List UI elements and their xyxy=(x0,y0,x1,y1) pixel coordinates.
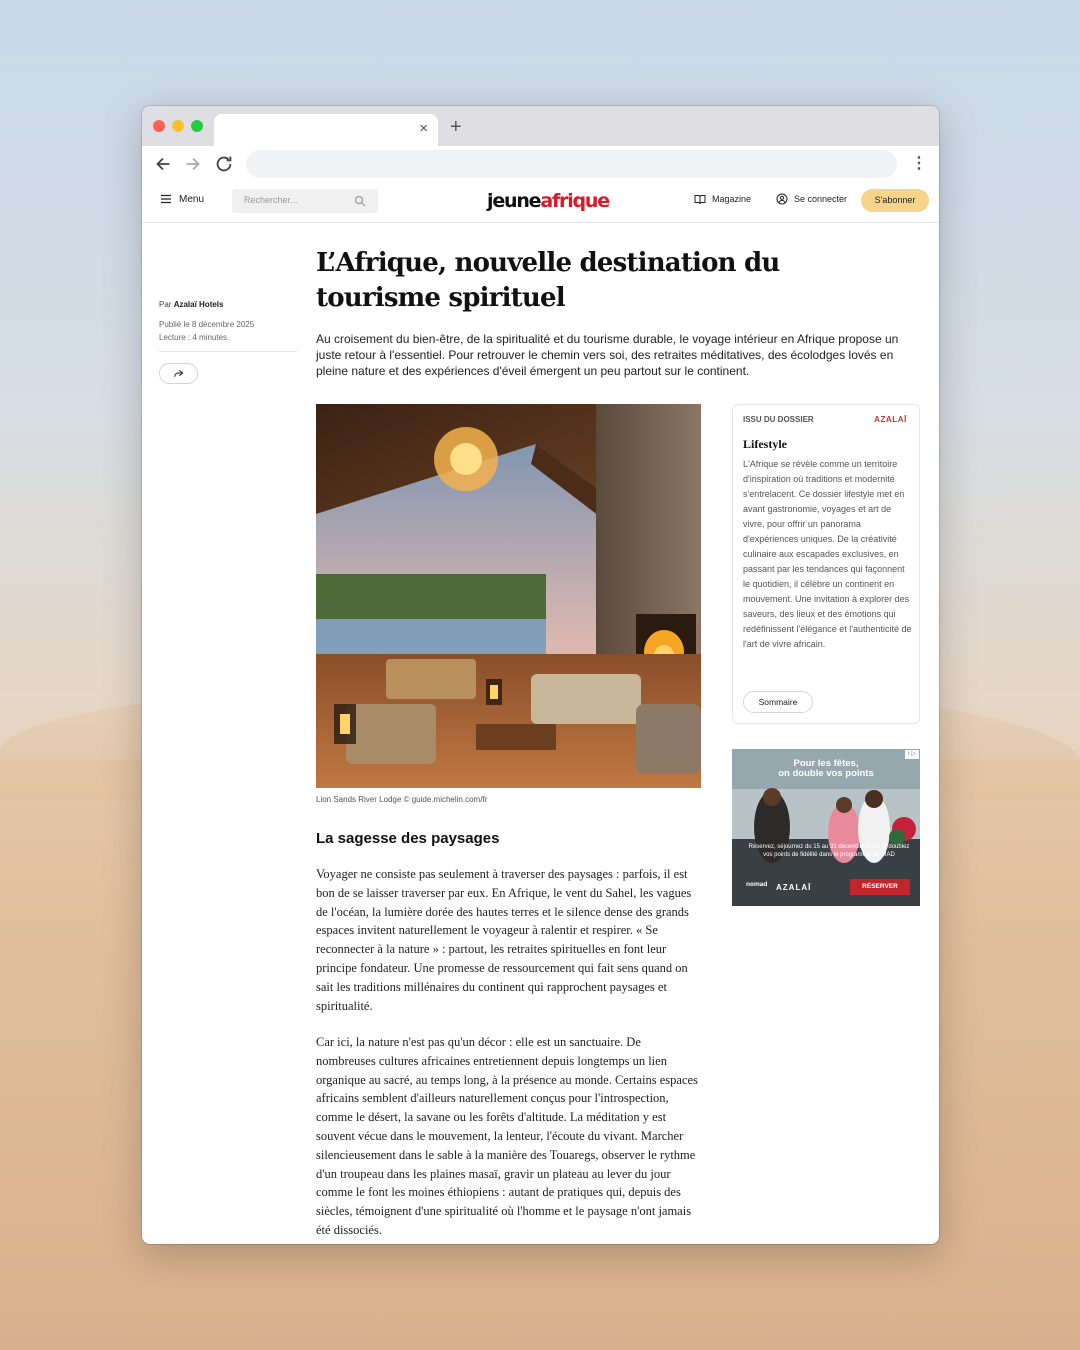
user-icon xyxy=(776,193,788,205)
article-title: L’Afrique, nouvelle destination du tourisme spirituel xyxy=(316,248,780,313)
browser-toolbar xyxy=(142,146,939,182)
logo-part2: afrique xyxy=(540,190,609,212)
article-meta xyxy=(159,300,297,384)
browser-tab[interactable] xyxy=(214,114,438,146)
dossier-label: ISSU DU DOSSIER xyxy=(743,415,814,424)
subscribe-button[interactable]: S'abonner xyxy=(861,189,929,212)
share-button[interactable] xyxy=(159,363,198,384)
browser-window xyxy=(142,106,939,1244)
article-page xyxy=(142,224,939,1244)
search-placeholder: Rechercher... xyxy=(244,195,298,205)
hamburger-icon xyxy=(160,193,172,205)
tab-close-icon[interactable]: × xyxy=(419,120,428,137)
dossier-brand-logo: AZALAÏ xyxy=(874,415,907,424)
advertisement[interactable] xyxy=(732,749,920,906)
browser-menu-icon[interactable]: ⋮ xyxy=(911,155,927,172)
ad-book-button[interactable]: RÉSERVER xyxy=(850,879,910,895)
site-logo[interactable] xyxy=(487,189,609,213)
ad-brand-logo: AZALAÏ xyxy=(776,883,812,892)
login-link[interactable] xyxy=(776,193,847,205)
magazine-label: Magazine xyxy=(712,194,752,204)
magazine-link[interactable] xyxy=(694,193,751,205)
article-paragraph: Voyager ne consiste pas seulement à traverser des paysages : parfois, il est bon de se laisser traverser par eux. En Afrique, le vent du Sahel, les vagues de l'océan, la lumière dorée des hautes terres et le silence dense des grands espaces invitent naturellement le voyageur à ralentir et respirer. « Se reconnecter à la nature » : partout, les retraites spirituelles en font leur principe fondateur. Une promesse de ressourcement qui fait sens quand on sait les traditions millénaires du continent qui rapprochent paysages et spiritualité. xyxy=(316,867,692,1013)
logo-part1: jeune xyxy=(487,190,541,212)
close-window-button[interactable] xyxy=(153,120,165,132)
ad-headline xyxy=(732,759,920,779)
sommaire-button[interactable]: Sommaire xyxy=(743,691,813,713)
reading-time: Lecture : 4 minutes. xyxy=(159,333,230,342)
address-bar[interactable] xyxy=(246,150,897,178)
meta-divider xyxy=(159,351,297,352)
maximize-window-button[interactable] xyxy=(191,120,203,132)
menu-label: Menu xyxy=(179,193,205,205)
book-icon xyxy=(694,193,706,205)
publish-date: Publié le 8 décembre 2025 xyxy=(159,320,255,329)
forward-arrow-icon[interactable] xyxy=(182,153,204,175)
article-paragraph: Car ici, la nature n'est pas qu'un décor : elle est un sanctuaire. De nombreuses cultures africaines entretiennent depuis longtemps un lien organique au sacré, au temps long, à la présence au monde. Certains espaces africains semblent d'ailleurs naturellement conçus pour l'introspection, comme le désert, la savane ou les forêts d'altitude. La méditation y est souvent vécue dans le mouvement, la lenteur, l'écoute du vivant. Marcher silencieusement dans le sable à la manière des Touaregs, observer le rythme d'un troupeau dans les plaines masaï, gravir un plateau au lever du jour comme le font les moines éthiopiens : autant de pratiques qui, depuis des siècles, témoignent d'une spiritualité où l'homme et le paysage n'ont jamais été dissociés. xyxy=(316,1035,698,1237)
reload-icon[interactable] xyxy=(213,153,235,175)
tab-bar xyxy=(142,106,939,146)
author-name[interactable]: Azalaï Hotels xyxy=(173,300,224,309)
search-icon xyxy=(354,195,366,207)
article-hero-image xyxy=(316,404,701,788)
back-arrow-icon[interactable] xyxy=(152,153,174,175)
dossier-card xyxy=(732,404,920,724)
share-icon xyxy=(173,368,184,379)
dossier-title[interactable]: Lifestyle xyxy=(743,437,787,451)
article-lede: Au croisement du bien-être, de la spiritualité et du tourisme durable, le voyage intérieur en Afrique propose un juste retour à l'essentiel. Pour retrouver le chemin vers soi, des retraites méditatives, des écolodges lovés en pleine nature et des expériences d'éveil émergent un peu partout sur le continent. xyxy=(316,332,899,378)
site-header xyxy=(142,182,939,223)
adchoices-icon[interactable]: i ▷ xyxy=(905,750,919,759)
ad-nomad-logo: nomad xyxy=(746,881,768,888)
section-heading: La sagesse des paysages xyxy=(316,830,500,847)
menu-button[interactable] xyxy=(160,193,204,205)
ad-headline-line: on double vos points xyxy=(778,768,874,779)
ad-headline-line: Pour les fêtes, xyxy=(793,758,859,769)
ad-body-text: Réservez, séjournez du 15 au 31 décembre 2025 et doublez vos points de fidélité dans le programme NOMAD xyxy=(748,844,910,858)
login-label: Se connecter xyxy=(794,194,848,204)
search-input[interactable] xyxy=(232,189,378,213)
minimize-window-button[interactable] xyxy=(172,120,184,132)
dossier-description: L'Afrique se révèle comme un territoire d'inspiration où traditions et modernité s'entrelacent. Ce dossier lifestyle met en avant gastronomie, voyages et art de vivre, pour offrir un panorama d'expériences uniques. De la créativité culinaire aux escapades exclusives, en passant par les tendances qui façonnent le quotidien, il célèbre un continent en mouvement. Une invitation à explorer des saveurs, des lieux et des émotions qui redéfinissent l'élégance et l'authenticité de l'art de vivre africain. xyxy=(743,459,912,649)
new-tab-button[interactable]: + xyxy=(450,116,462,138)
image-caption: Lion Sands River Lodge © guide.michelin.com/fr xyxy=(316,795,488,804)
author-prefix: Par xyxy=(159,300,172,309)
author-line xyxy=(159,300,297,309)
